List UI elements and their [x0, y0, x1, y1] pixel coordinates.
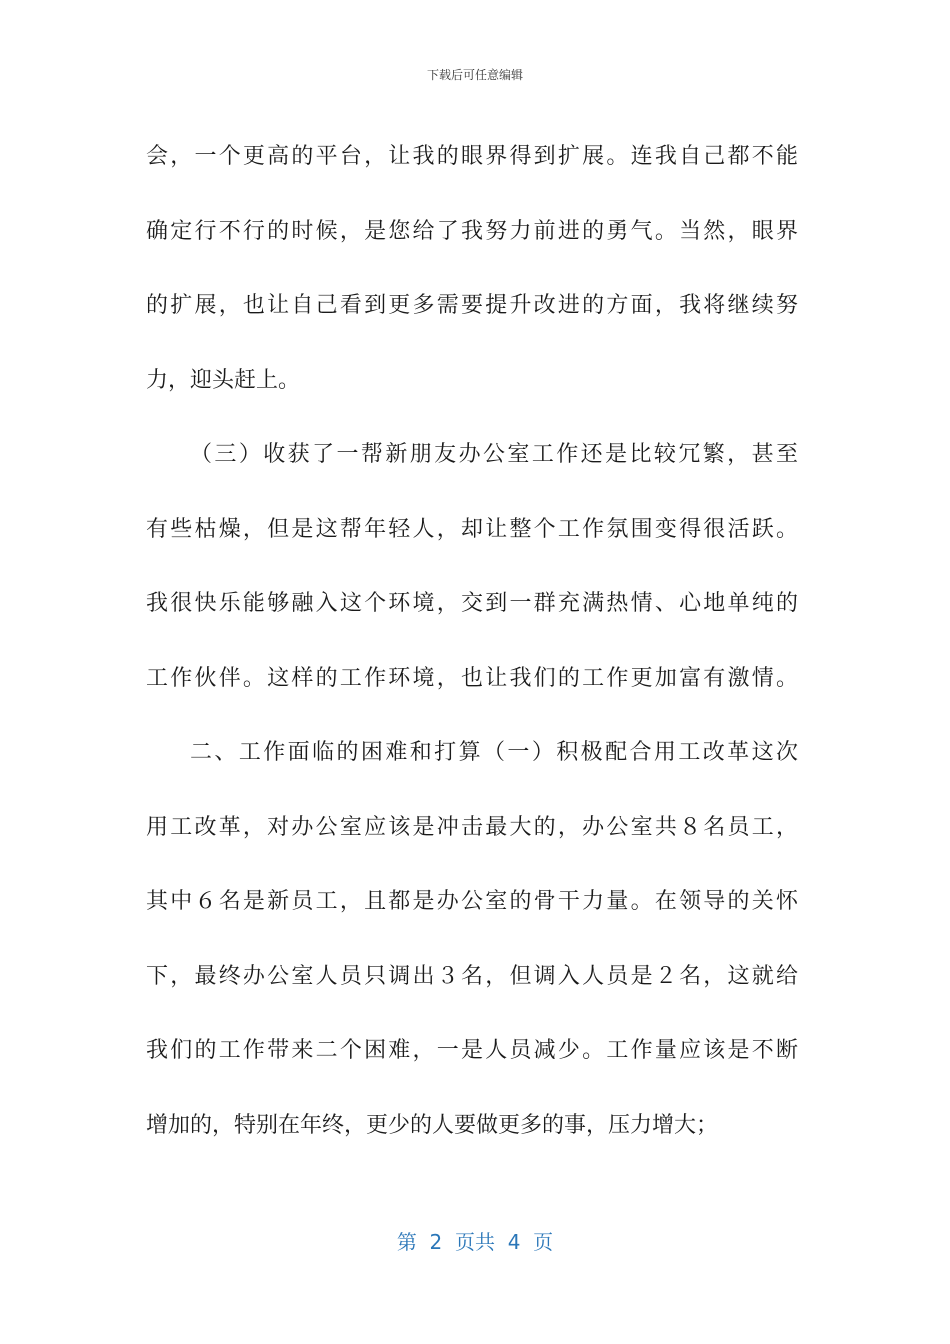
- body-line: 有些枯燥，但是这帮年轻人，却让整个工作氛围变得很活跃。: [146, 516, 798, 542]
- body-line-paragraph-start: （三）收获了一帮新朋友办公室工作还是比较冗繁，甚至: [190, 442, 798, 467]
- body-line: 力，迎头赶上。: [146, 367, 301, 393]
- body-line-paragraph-start: 二、工作面临的困难和打算（一）积极配合用工改革这次: [190, 740, 798, 765]
- body-line: 确定行不行的时候，是您给了我努力前进的勇气。当然，眼界: [146, 218, 798, 244]
- body-line: 其中６名是新员工，且都是办公室的骨干力量。在领导的关怀: [146, 889, 798, 914]
- body-line: 下，最终办公室人员只调出３名，但调入人员是２名，这就给: [146, 963, 798, 989]
- body-line: 我们的工作带来二个困难，一是人员减少。工作量应该是不断: [146, 1038, 798, 1063]
- body-line: 增加的，特别在年终，更少的人要做更多的事，压力增大；: [146, 1112, 719, 1138]
- body-line: 会，一个更高的平台，让我的眼界得到扩展。连我自己都不能: [146, 144, 798, 169]
- body-line: 我很快乐能够融入这个环境，交到一群充满热情、心地单纯的: [146, 591, 798, 616]
- header-note: 下载后可任意编辑: [426, 68, 523, 82]
- body-line: 用工改革，对办公室应该是冲击最大的，办公室共８名员工，: [146, 814, 798, 840]
- body-line: 的扩展，也让自己看到更多需要提升改进的方面，我将继续努: [146, 293, 798, 318]
- document-body: [146, 120, 798, 1163]
- page-number-footer: 第 2 页共 4 页: [396, 1230, 554, 1254]
- body-line: 工作伙伴。这样的工作环境，也让我们的工作更加富有激情。: [146, 665, 798, 691]
